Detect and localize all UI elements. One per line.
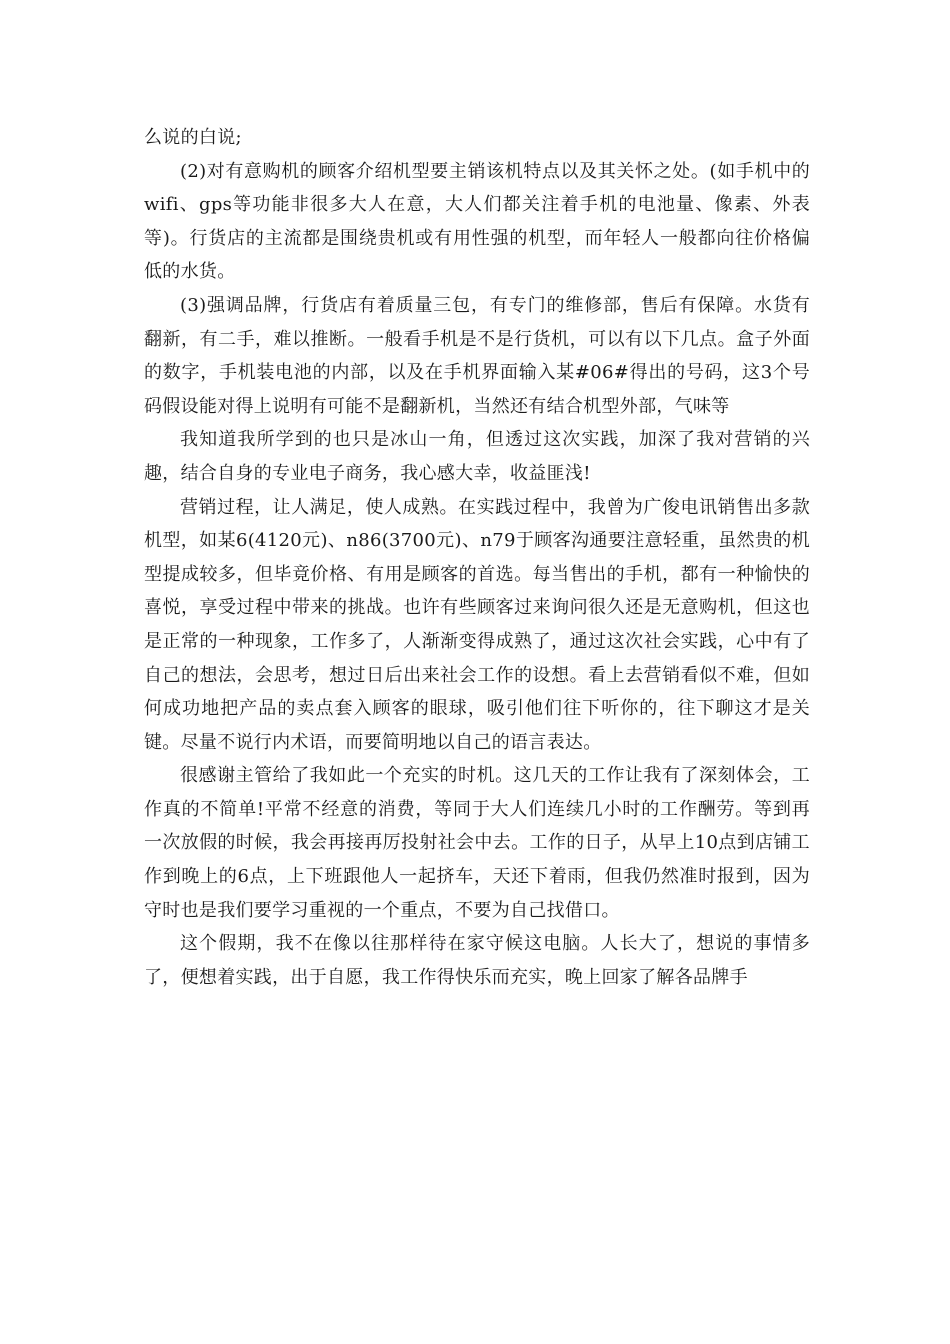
paragraph-sales-process: 营销过程，让人满足，使人成熟。在实践过程中，我曾为广俊电讯销售出多款机型，如某6(4120元)、n86(3700元)、n79于顾客沟通要注意轻重，虽然贵的机型提成较多，但毕竟价格、有用是顾客的首选。每当售出的手机，都有一种愉快的喜悦，享受过程中带来的挑战。也许有些顾客过来询问很久还是无意购机，但这也是正常的一种现象，工作多了，人渐渐变得成熟了，通过这次社会实践，心中有了自己的想法，会思考，想过日后出来社会工作的设想。看上去营销看似不难，但如何成功地把产品的卖点套入顾客的眼球，吸引他们往下听你的，往下聊这才是关键。尽量不说行内术语，而要简明地以自己的语言表达。: [144, 496, 810, 753]
paragraph-point-2: (2)对有意购机的顾客介绍机型要主销该机特点以及其关怀之处。(如手机中的wifi、gps等功能非很多大人在意，大人们都关注着手机的电池量、像素、外表等)。行货店的主流都是围绕贵机或有用性强的机型，而年轻人一般都向往价格偏低的水货。: [144, 160, 810, 283]
paragraph-holiday: 这个假期，我不在像以往那样待在家守候这电脑。人长大了，想说的事情多了，便想着实践，出于自愿，我工作得快乐而充实，晚上回家了解各品牌手: [144, 933, 810, 988]
paragraph-reflection: 我知道我所学到的也只是冰山一角，但透过这次实践，加深了我对营销的兴趣，结合自身的专业电子商务，我心感大幸，收益匪浅!: [144, 429, 810, 484]
paragraph-point-3: (3)强调品牌，行货店有着质量三包，有专门的维修部，售后有保障。水货有翻新，有二手，难以推断。一般看手机是不是行货机，可以有以下几点。盒子外面的数字，手机装电池的内部，以及在手机界面输入某#06#得出的号码，这3个号码假设能对得上说明有可能不是翻新机，当然还有结合机型外部，气味等: [144, 294, 810, 417]
paragraph-thanks: 很感谢主管给了我如此一个充实的时机。这几天的工作让我有了深刻体会，工作真的不简单!平常不经意的消费，等同于大人们连续几小时的工作酬劳。等到再一次放假的时候，我会再接再厉投射社会中去。工作的日子，从早上10点到店铺工作到晚上的6点，上下班跟他人一起挤车，天还下着雨，但我仍然准时报到，因为守时也是我们要学习重视的一个重点，不要为自己找借口。: [144, 765, 810, 921]
paragraph-continuation: 么说的白说;: [144, 127, 242, 148]
document-body: [144, 121, 810, 994]
